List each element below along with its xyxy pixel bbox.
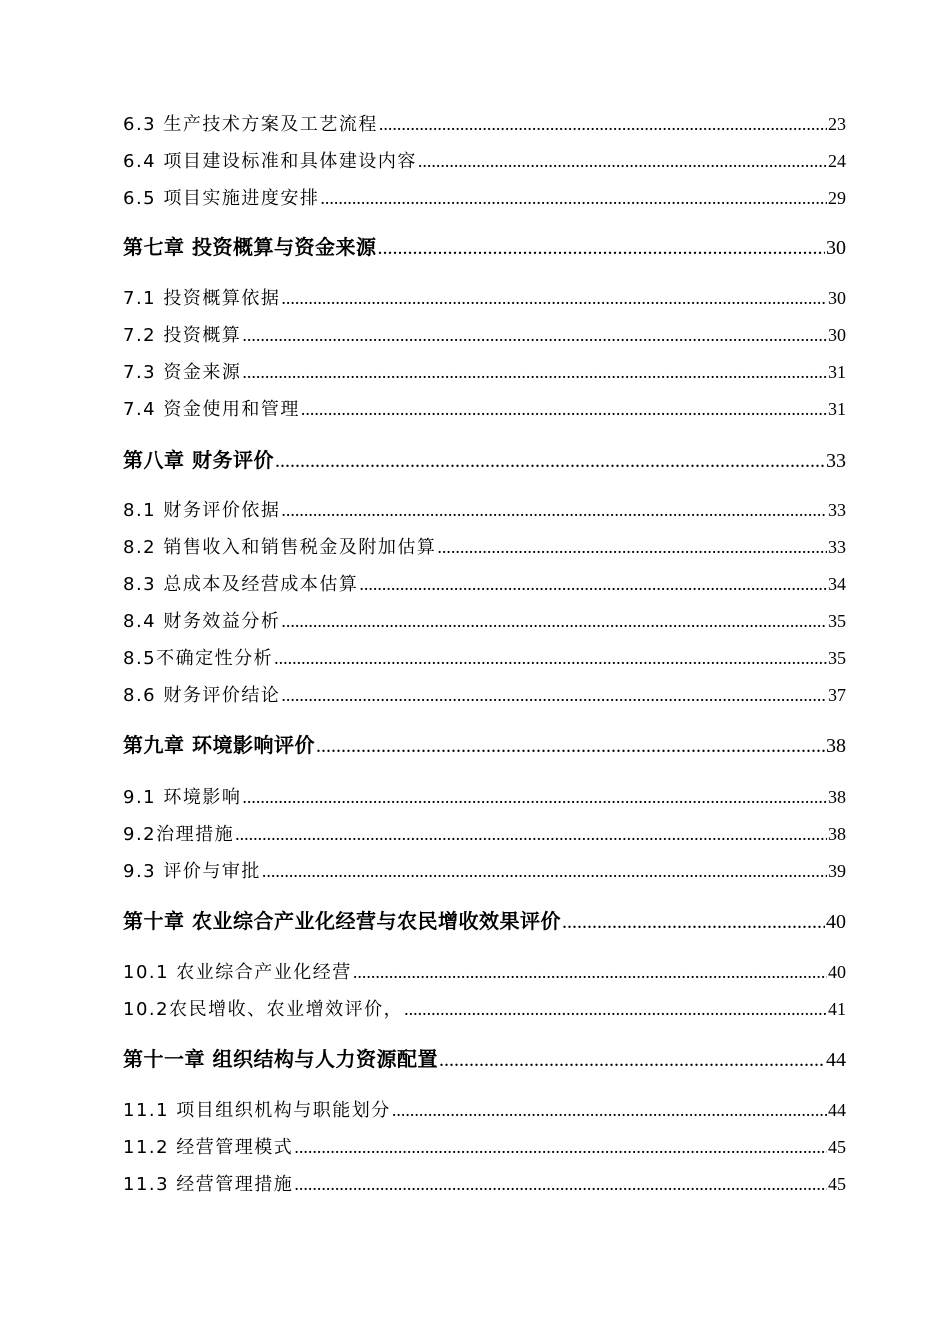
toc-entry-title: 11.3 经营管理措施 [123,1174,294,1195]
toc-entry-title: 6.5 项目实施进度安排 [123,188,320,209]
toc-chapter-page: 30 [826,237,846,259]
toc-entry-title: 8.4 财务效益分析 [123,611,281,632]
toc-entry-8-4[interactable] [123,609,846,634]
toc-entry-page: 33 [828,500,846,520]
dot-leader [320,186,827,210]
dot-leader [294,1135,827,1159]
dot-leader [281,609,827,633]
toc-chapter-title: 第七章 投资概算与资金来源 [123,235,377,259]
dot-leader [377,234,825,262]
toc-entry-6-5[interactable] [123,186,846,211]
toc-chapter-title: 第十章 农业综合产业化经营与农民增收效果评价 [123,909,561,933]
toc-entry-8-3[interactable] [123,572,846,597]
dot-leader [242,785,827,809]
toc-entry-page: 31 [828,399,846,419]
toc-entry-title: 11.2 经营管理模式 [123,1137,294,1158]
toc-entry-7-4[interactable] [123,397,846,422]
toc-entry-title: 7.4 资金使用和管理 [123,399,300,420]
toc-entry-page: 24 [828,151,846,171]
toc-entry-page: 35 [828,648,846,668]
dot-leader [281,683,827,707]
toc-entry-page: 31 [828,362,846,382]
toc-entry-title: 8.2 销售收入和销售税金及附加估算 [123,537,437,558]
toc-entry-8-2[interactable] [123,535,846,560]
toc-entry-page: 45 [828,1174,846,1194]
toc-entry-7-2[interactable] [123,323,846,348]
toc-entry-title: 10.2农民增收、农业增效评价， [123,999,404,1020]
dot-leader [301,397,827,421]
dot-leader [294,1172,827,1196]
toc-entry-10-2[interactable] [123,997,846,1022]
dot-leader [275,447,825,475]
toc-entry-page: 37 [828,685,846,705]
toc-entry-7-1[interactable] [123,286,846,311]
toc-entry-title: 6.4 项目建设标准和具体建设内容 [123,151,417,172]
dot-leader [379,112,827,136]
dot-leader [262,859,827,883]
toc-entry-11-1[interactable] [123,1098,846,1123]
toc-entry-title: 9.2治理措施 [123,824,235,845]
toc-entry-title: 7.3 资金来源 [123,362,242,383]
toc-chapter-page: 38 [826,735,846,757]
dot-leader [281,286,827,310]
toc-entry-page: 33 [828,537,846,557]
toc-chapter-title: 第九章 环境影响评价 [123,733,315,757]
dot-leader [353,960,827,984]
toc-entry-6-4[interactable] [123,149,846,174]
toc-entry-8-6[interactable] [123,683,846,708]
toc-chapter-page: 44 [826,1049,846,1071]
toc-chapter-page: 40 [826,911,846,933]
dot-leader [562,908,825,936]
toc-entry-9-2[interactable] [123,822,846,847]
dot-leader [418,149,827,173]
dot-leader [439,1046,825,1074]
toc-entry-title: 8.3 总成本及经营成本估算 [123,574,359,595]
toc-entry-page: 34 [828,574,846,594]
toc-entry-8-1[interactable] [123,498,846,523]
toc-entry-page: 38 [828,824,846,844]
dot-leader [392,1098,827,1122]
toc-entry-title: 6.3 生产技术方案及工艺流程 [123,114,378,135]
toc-entry-11-3[interactable] [123,1172,846,1197]
toc-entry-page: 30 [828,325,846,345]
toc-entry-title: 9.3 评价与审批 [123,861,261,882]
toc-entry-page: 29 [828,188,846,208]
dot-leader [359,572,827,596]
dot-leader [316,732,825,760]
toc-entry-8-5[interactable] [123,646,846,671]
toc-entry-title: 8.1 财务评价依据 [123,500,281,521]
toc-entry-page: 35 [828,611,846,631]
toc-entry-page: 40 [828,962,846,982]
toc-entry-7-3[interactable] [123,360,846,385]
toc-entry-page: 41 [828,999,846,1019]
toc-entry-title: 7.2 投资概算 [123,325,242,346]
toc-entry-title: 8.5不确定性分析 [123,648,274,669]
toc-entry-title: 10.1 农业综合产业化经营 [123,962,352,983]
toc-entry-title: 11.1 项目组织机构与职能划分 [123,1100,391,1121]
dot-leader [235,822,827,846]
toc-chapter-7[interactable] [123,233,846,262]
toc-chapter-page: 33 [826,450,846,472]
toc-chapter-8[interactable] [123,446,846,475]
toc-entry-page: 45 [828,1137,846,1157]
toc-entry-page: 39 [828,861,846,881]
toc-entry-10-1[interactable] [123,960,846,985]
dot-leader [281,498,827,522]
toc-chapter-11[interactable] [123,1045,846,1074]
toc-entry-page: 30 [828,288,846,308]
toc-chapter-10[interactable] [123,907,846,936]
dot-leader [404,997,827,1021]
toc-entry-page: 44 [828,1100,846,1120]
toc-entry-11-2[interactable] [123,1135,846,1160]
toc-entry-page: 23 [828,114,846,134]
toc-entry-page: 38 [828,787,846,807]
dot-leader [242,323,827,347]
toc-entry-title: 7.1 投资概算依据 [123,288,281,309]
toc-entry-6-3[interactable] [123,112,846,137]
toc-entry-9-1[interactable] [123,785,846,810]
toc-chapter-title: 第十一章 组织结构与人力资源配置 [123,1047,438,1071]
toc-chapter-9[interactable] [123,731,846,760]
dot-leader [437,535,827,559]
toc-entry-title: 8.6 财务评价结论 [123,685,281,706]
toc-entry-9-3[interactable] [123,859,846,884]
toc-chapter-title: 第八章 财务评价 [123,448,274,472]
dot-leader [242,360,827,384]
dot-leader [274,646,827,670]
toc-entry-title: 9.1 环境影响 [123,787,242,808]
